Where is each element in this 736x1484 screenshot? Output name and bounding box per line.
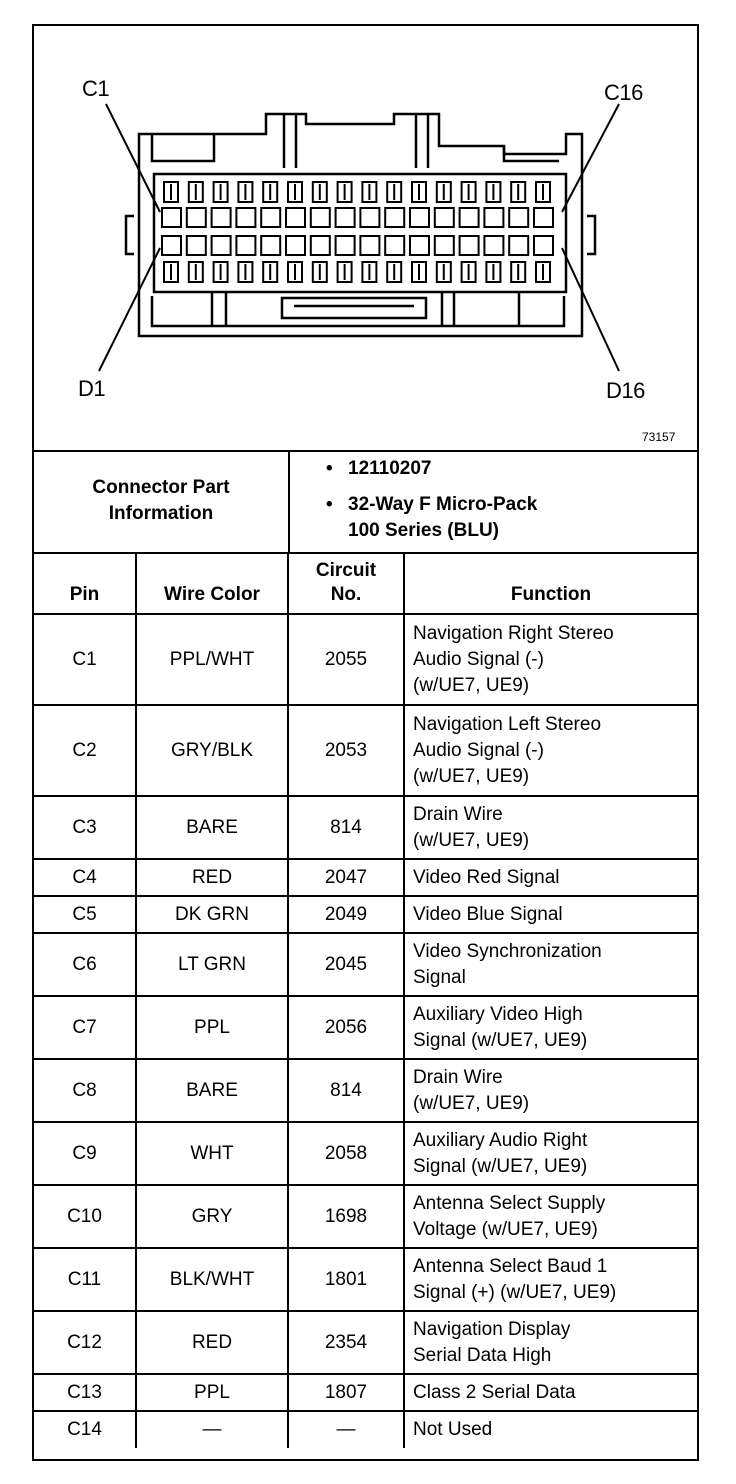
pin-cavity-c [534, 208, 553, 227]
pin-cavity-d [286, 236, 305, 255]
pin-cavity-d [336, 236, 355, 255]
circuit-cell: 2049 [288, 896, 404, 933]
pin-cavity-c [212, 208, 231, 227]
wire-color-cell: BARE [136, 796, 288, 859]
circuit-cell: 2045 [288, 933, 404, 996]
header-wire-color: Wire Color [136, 552, 288, 614]
pin-cell: C13 [34, 1374, 136, 1411]
pin-cavity-d [261, 236, 280, 255]
circuit-cell: 814 [288, 1059, 404, 1122]
pin-cavity-d [187, 236, 206, 255]
label-c16: C16 [604, 80, 643, 105]
function-cell: Auxiliary Video High Signal (w/UE7, UE9) [404, 996, 697, 1059]
pin-cavity-c [162, 208, 181, 227]
pin-cell: C10 [34, 1185, 136, 1248]
pin-cavity-d [162, 236, 181, 255]
label-c1: C1 [82, 76, 110, 101]
pin-cavity-d [410, 236, 429, 255]
wire-color-cell: PPL [136, 1374, 288, 1411]
circuit-cell: 1801 [288, 1248, 404, 1311]
table-row [34, 1248, 697, 1311]
label-d1: D1 [78, 376, 106, 401]
function-cell: Video Synchronization Signal [404, 933, 697, 996]
pin-cavity-d [360, 236, 379, 255]
circuit-cell: 2053 [288, 705, 404, 796]
table-row [34, 1185, 697, 1248]
table-row [34, 796, 697, 859]
pin-cell: C4 [34, 859, 136, 896]
wire-color-cell: GRY [136, 1185, 288, 1248]
pin-cavity-c [261, 208, 280, 227]
wire-color-cell: — [136, 1411, 288, 1448]
pin-cavity-d [509, 236, 528, 255]
pin-cavity-c [460, 208, 479, 227]
connector-drawing [34, 26, 697, 450]
circuit-cell: 2058 [288, 1122, 404, 1185]
pin-cavity-c [236, 208, 255, 227]
circuit-cell: 2055 [288, 614, 404, 705]
table-row [34, 996, 697, 1059]
pin-cavity-c [286, 208, 305, 227]
header-function: Function [404, 552, 697, 614]
pin-cavity-d [385, 236, 404, 255]
table-row [34, 859, 697, 896]
function-cell: Auxiliary Audio Right Signal (w/UE7, UE9) [404, 1122, 697, 1185]
part-info-list [326, 456, 537, 554]
table-row [34, 705, 697, 796]
pin-cell: C9 [34, 1122, 136, 1185]
pin-cavity-c [410, 208, 429, 227]
figure-number: 73157 [642, 430, 676, 444]
connector-sheet [32, 24, 699, 1461]
pin-cavity-c [435, 208, 454, 227]
header-pin: Pin [34, 552, 136, 614]
table-row [34, 1059, 697, 1122]
wire-color-cell: RED [136, 859, 288, 896]
function-cell: Video Blue Signal [404, 896, 697, 933]
function-cell: Navigation Left Stereo Audio Signal (-) (w/UE7, UE9) [404, 705, 697, 796]
pin-cavity-c [311, 208, 330, 227]
function-cell: Navigation Right Stereo Audio Signal (-) (w/UE7, UE9) [404, 614, 697, 705]
pin-cell: C2 [34, 705, 136, 796]
pin-cavity-c [336, 208, 355, 227]
pin-cell: C11 [34, 1248, 136, 1311]
header-circuit-no: Circuit No. [288, 552, 404, 614]
wire-color-cell: BARE [136, 1059, 288, 1122]
function-cell: Antenna Select Supply Voltage (w/UE7, UE9) [404, 1185, 697, 1248]
table-row [34, 1311, 697, 1374]
pin-cavity-c [509, 208, 528, 227]
part-info-heading: Connector Part Information [34, 450, 290, 552]
pin-cavity-d [460, 236, 479, 255]
pin-cell: C5 [34, 896, 136, 933]
table-row [34, 933, 697, 996]
wire-color-cell: WHT [136, 1122, 288, 1185]
wire-color-cell: PPL/WHT [136, 614, 288, 705]
pin-cell: C12 [34, 1311, 136, 1374]
function-cell: Antenna Select Baud 1 Signal (+) (w/UE7, UE9) [404, 1248, 697, 1311]
wire-color-cell: RED [136, 1311, 288, 1374]
table-row [34, 1411, 697, 1448]
pin-cavity-d [534, 236, 553, 255]
pin-cell: C6 [34, 933, 136, 996]
function-cell: Navigation Display Serial Data High [404, 1311, 697, 1374]
pin-cavity-c [187, 208, 206, 227]
label-d16: D16 [606, 378, 645, 403]
circuit-cell: 2354 [288, 1311, 404, 1374]
part-number: • 12110207 [326, 456, 537, 482]
circuit-cell: — [288, 1411, 404, 1448]
pin-cell: C3 [34, 796, 136, 859]
circuit-cell: 1807 [288, 1374, 404, 1411]
circuit-cell: 2056 [288, 996, 404, 1059]
wire-color-cell: GRY/BLK [136, 705, 288, 796]
circuit-cell: 1698 [288, 1185, 404, 1248]
wire-color-cell: LT GRN [136, 933, 288, 996]
table-row [34, 614, 697, 705]
wire-color-cell: PPL [136, 996, 288, 1059]
pin-cavity-d [311, 236, 330, 255]
function-cell: Drain Wire (w/UE7, UE9) [404, 796, 697, 859]
table-row [34, 1122, 697, 1185]
circuit-cell: 814 [288, 796, 404, 859]
wire-color-cell: DK GRN [136, 896, 288, 933]
circuit-cell: 2047 [288, 859, 404, 896]
connector-part-information [34, 450, 697, 554]
connector-description: • 32-Way F Micro-Pack 100 Series (BLU) [326, 492, 537, 544]
function-cell: Video Red Signal [404, 859, 697, 896]
wire-color-cell: BLK/WHT [136, 1248, 288, 1311]
table-row [34, 896, 697, 933]
pin-cavity-c [484, 208, 503, 227]
pinout-table [34, 552, 697, 1448]
connector-diagram [34, 26, 697, 452]
pin-cavity-c [360, 208, 379, 227]
pin-cavity-d [484, 236, 503, 255]
pin-cavity-d [435, 236, 454, 255]
table-row [34, 1374, 697, 1411]
pin-cell: C1 [34, 614, 136, 705]
pin-cell: C14 [34, 1411, 136, 1448]
pin-cavity-d [212, 236, 231, 255]
pin-cell: C8 [34, 1059, 136, 1122]
pin-cavity-d [236, 236, 255, 255]
pin-cavity-c [385, 208, 404, 227]
pin-cell: C7 [34, 996, 136, 1059]
function-cell: Drain Wire (w/UE7, UE9) [404, 1059, 697, 1122]
function-cell: Not Used [404, 1411, 697, 1448]
function-cell: Class 2 Serial Data [404, 1374, 697, 1411]
